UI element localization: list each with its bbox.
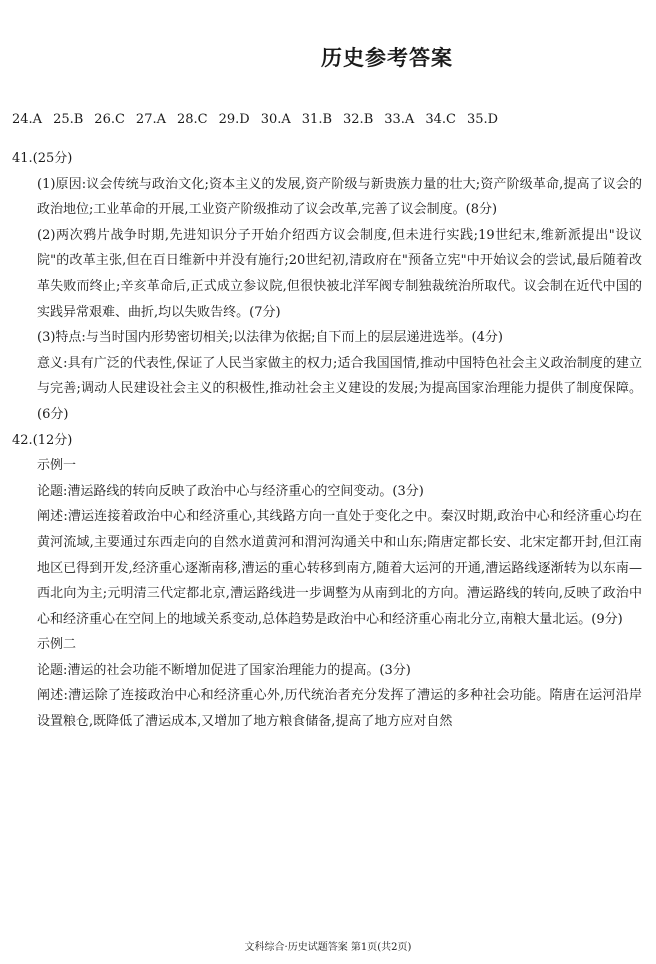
q42-example2-body: 阐述:漕运除了连接政治中心和经济重心外,历代统治者充分发挥了漕运的多种社会功能。隋唐在运河沿岸设置粮仓,既降低了漕运成本,又增加了地方粮食储备,提高了地方应对自然 xyxy=(37,688,642,730)
q41-significance: 意义:具有广泛的代表性,保证了人民当家做主的权力;适合我国国情,推动中国特色社会主义政治制度的建立与完善;调动人民建设社会主义的积极性,推动社会主义建设的发展;为提高国家治理能力提供了制度保障。(6分) xyxy=(37,355,642,422)
page-title: 历史参考答案 xyxy=(321,46,453,70)
answer-content xyxy=(0,146,656,735)
q42-example2-label: 示例二 xyxy=(37,637,77,653)
answer-item: 33.A xyxy=(384,112,415,127)
q42-example1-thesis: 论题:漕运路线的转向反映了政治中心与经济重心的空间变动。(3分) xyxy=(37,483,424,499)
question-41-heading: 41.(25分) xyxy=(12,151,73,166)
q41-part2: (2)两次鸦片战争时期,先进知识分子开始介绍西方议会制度,但未进行实践;19世纪末,维新派提出"设议院"的改革主张,但在百日维新中并没有施行;20世纪初,清政府在"预备立宪"中开始议会的尝试,最后随着改革失败而终止;辛亥革命后,正式成立参议院,但很快被北洋军阀专制独裁统治所取代。议会制在近代中国的实践异常艰难、曲折,均以失败告终。(7分) xyxy=(37,227,642,320)
answer-item: 34.C xyxy=(425,112,456,127)
answer-item: 28.C xyxy=(176,112,208,127)
q41-part3: (3)特点:与当时国内形势密切相关;以法律为依据;自下而上的层层递进选举。(4分) xyxy=(37,330,503,346)
question-42-heading: 42.(12分) xyxy=(12,432,73,448)
q42-example1-body: 阐述:漕运连接着政治中心和经济重心,其线路方向一直处于变化之中。秦汉时期,政治中心和经济重心均在黄河流域,主要通过东西走向的自然水道黄河和渭河沟通关中和山东;隋唐定都长安、北宋定都开封,但江南地区已得到开发,经济重心逐渐南移,漕运的重心转移到南方,随着大运河的开通,漕运路线逐渐转为以东南—西北向为主;元明清三代定都北京,漕运路线进一步调整为从南到北的方向。漕运路线的转向,反映了政治中心和经济重心在空间上的地域关系变动,总体趋势是政治中心和经济重心南北分立,南粮大量北运。(9分) xyxy=(37,509,642,627)
answer-item: 35.D xyxy=(466,112,499,127)
answer-item: 24.A xyxy=(12,112,43,127)
q42-example1-label: 示例一 xyxy=(37,458,77,474)
answer-item: 25.B xyxy=(53,112,84,127)
answer-item: 30.A xyxy=(260,112,291,127)
q42-example2-thesis: 论题:漕运的社会功能不断增加促进了国家治理能力的提高。(3分) xyxy=(37,662,411,678)
answer-item: 27.A xyxy=(135,112,166,127)
page-footer: 文科综合·历史试题答案 第1页(共2页) xyxy=(244,942,412,953)
answer-item: 31.B xyxy=(301,112,333,127)
answer-item: 29.D xyxy=(218,112,250,127)
answer-item: 26.C xyxy=(94,112,125,127)
answer-item: 32.B xyxy=(343,112,374,127)
q41-part1: (1)原因:议会传统与政治文化;资本主义的发展,资产阶级与新贵族力量的壮大;资产阶级革命,提高了议会的政治地位;工业革命的开展,工业资产阶级推动了议会改革,完善了议会制度。(8分) xyxy=(37,176,642,218)
multiple-choice-answers xyxy=(12,112,652,127)
